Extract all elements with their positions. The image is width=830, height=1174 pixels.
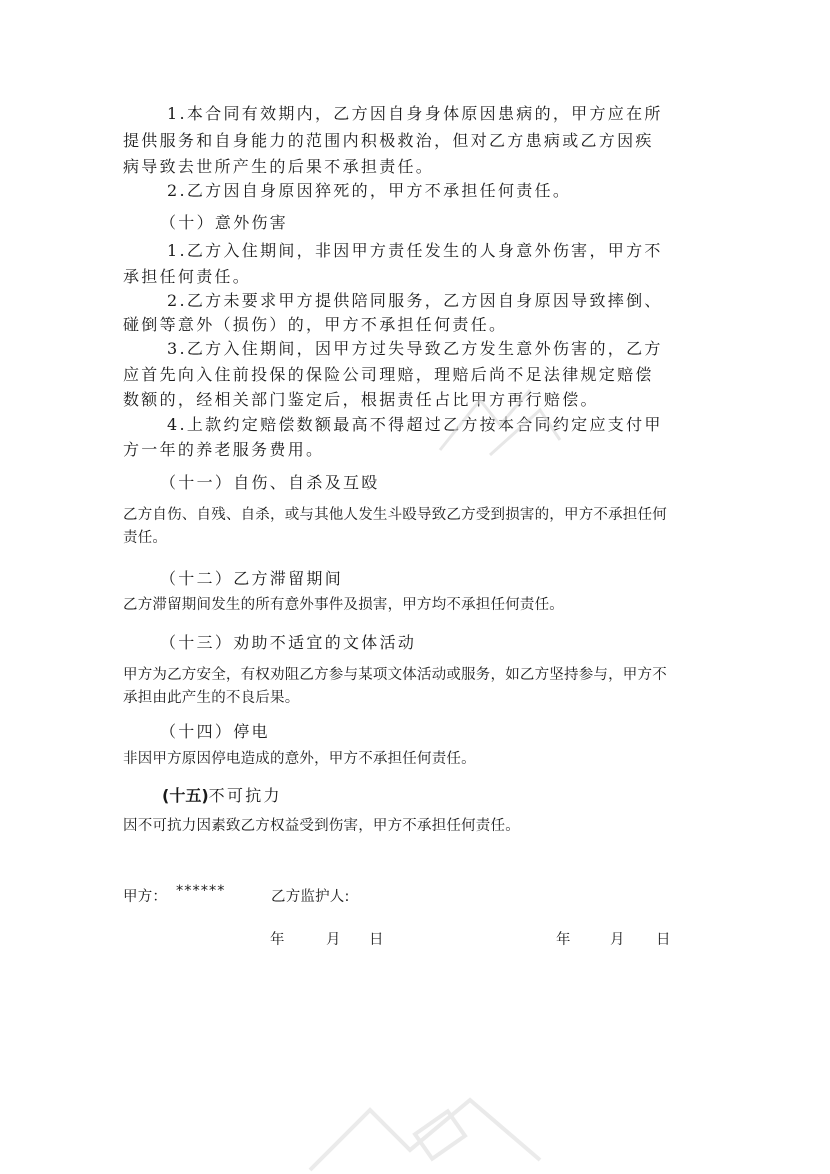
clause-11-body-line-2: 责任。	[123, 530, 168, 546]
clause-10-item-2-line-2: 碰倒等意外（损伤）的，甲方不承担任何责任。	[123, 315, 508, 334]
clause-15-heading-title: 不可抗力	[208, 786, 282, 805]
clause-9-item-1-line-2: 提供服务和自身能力的范围内积极救治，但对乙方患病或乙方因疾	[123, 131, 654, 150]
clause-10-item-1-line-1: 1.乙方入住期间，非因甲方责任发生的人身意外伤害，甲方不	[167, 241, 663, 260]
clause-10-item-2-line-1: 2.乙方未要求甲方提供陪同服务，乙方因自身原因导致摔倒、	[167, 291, 663, 310]
clause-11-body-line-1: 乙方自伤、自残、自杀，或与其他人发生斗殴导致乙方受到损害的，甲方不承担任何	[123, 507, 667, 523]
date-a-year: 年	[270, 932, 285, 948]
clause-10-item-1-line-2: 承担任何责任。	[123, 267, 252, 286]
watermark-graphic-bottom	[300, 1080, 560, 1174]
clause-11-heading: （十一）自伤、自杀及互殴	[160, 473, 380, 492]
clause-13-heading: （十三）劝助不适宜的文体活动	[160, 633, 417, 652]
party-b-label: 乙方监护人:	[271, 889, 350, 905]
clause-9-item-2: 2.乙方因自身原因猝死的，甲方不承担任何责任。	[167, 181, 572, 200]
clause-9-item-1-line-1: 1.本合同有效期内，乙方因自身身体原因患病的，甲方应在所	[167, 104, 663, 123]
clause-15-heading	[162, 783, 282, 806]
watermark-graphic	[420, 380, 580, 470]
date-b-year: 年	[556, 932, 571, 948]
clause-9-item-1-line-3: 病导致去世所产生的后果不承担责任。	[123, 157, 435, 176]
clause-10-item-4-line-2: 方一年的养老服务费用。	[123, 440, 325, 459]
clause-10-item-3-line-2: 应首先向入住前投保的保险公司理赔，理赔后尚不足法律规定赔偿	[123, 365, 654, 384]
party-a-label: 甲方：	[123, 889, 168, 905]
clause-12-heading: （十二）乙方滞留期间	[160, 569, 344, 588]
clause-14-body: 非因甲方原因停电造成的意外，甲方不承担任何责任。	[123, 751, 476, 767]
clause-14-heading: （十四）停电	[160, 722, 270, 741]
date-b-day: 日	[656, 932, 671, 948]
date-a-month: 月	[326, 932, 341, 948]
clause-13-body-line-2: 承担由此产生的不良后果。	[123, 690, 300, 706]
clause-15-body: 因不可抗力因素致乙方权益受到伤害，甲方不承担任何责任。	[123, 818, 520, 834]
date-a-day: 日	[369, 932, 384, 948]
clause-10-item-3-line-3: 数额的，经相关部门鉴定后，根据责任占比甲方再行赔偿。	[123, 390, 599, 409]
date-b-month: 月	[610, 932, 625, 948]
party-a-value: ******	[176, 883, 226, 899]
clause-12-body: 乙方滞留期间发生的所有意外事件及损害，甲方均不承担任何责任。	[123, 597, 564, 613]
clause-10-heading: （十）意外伤害	[160, 213, 289, 232]
clause-15-heading-number: (十五)	[162, 786, 209, 805]
clause-10-item-3-line-1: 3.乙方入住期间，因甲方过失导致乙方发生意外伤害的，乙方	[167, 339, 663, 358]
clause-13-body-line-1: 甲方为乙方安全，有权劝阻乙方参与某项文体活动或服务，如乙方坚持参与，甲方不	[123, 667, 667, 683]
clause-10-item-4-line-1: 4.上款约定赔偿数额最高不得超过乙方按本合同约定应支付甲	[167, 415, 663, 434]
